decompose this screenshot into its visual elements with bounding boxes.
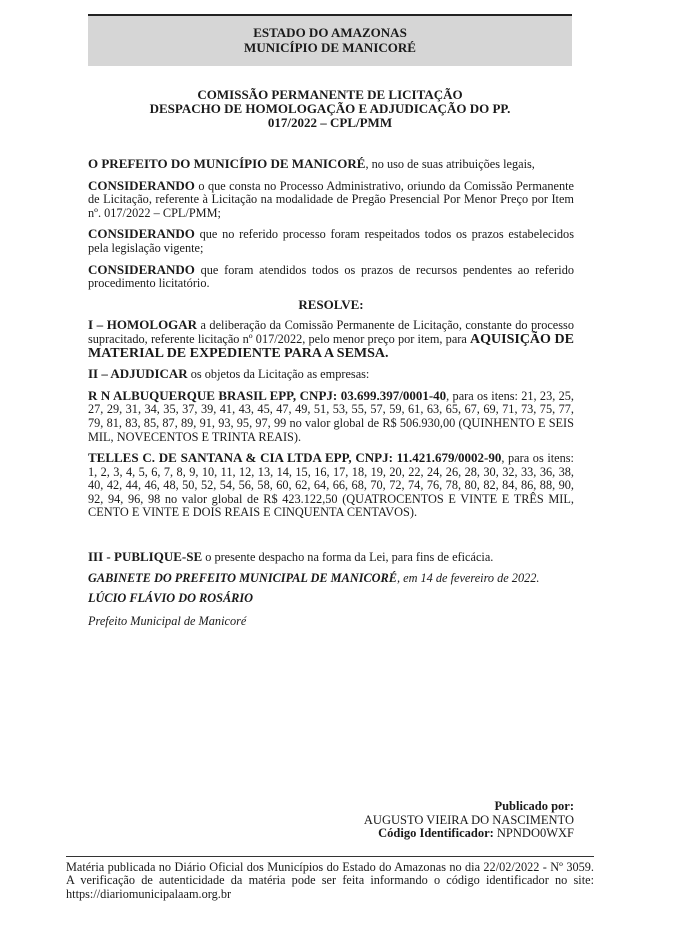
header-state: ESTADO DO AMAZONAS	[253, 25, 407, 40]
signature-name: LÚCIO FLÁVIO DO ROSÁRIO	[88, 591, 254, 606]
considerando-bold: CONSIDERANDO	[88, 177, 195, 193]
title-line-1: COMISSÃO PERMANENTE DE LICITAÇÃO	[197, 87, 463, 102]
company-paragraph	[88, 451, 574, 520]
company-name: R N ALBUQUERQUE BRASIL EPP, CNPJ: 03.699.397/0001-40	[88, 387, 447, 403]
intro-bold: O PREFEITO DO MUNICÍPIO DE MANICORÉ	[88, 156, 366, 171]
considerando-paragraph	[88, 263, 574, 291]
document-body	[88, 157, 574, 635]
code-value: NPNDO0WXF	[496, 826, 574, 840]
considerando-bold: CONSIDERANDO	[88, 226, 195, 242]
considerando-paragraph	[88, 227, 574, 255]
header-municipality: MUNICÍPIO DE MANICORÉ	[244, 40, 416, 55]
footer-note: Matéria publicada no Diário Oficial dos Municípios do Estado do Amazonas no dia 22/02/2022 - Nº 3059. A verificação de autenticidade da matéria pode ser feita informando o código identificador no site: https://diariomunicipalaam.org.br	[66, 860, 594, 901]
item-adjudicar-text: os objetos da Licitação as empresas:	[187, 367, 370, 382]
item-adjudicar-bold: II – ADJUDICAR	[88, 366, 188, 382]
item-homologar-text: a deliberação da Comissão Permanente de Licitação, constante do processo supracitado, referente licitação nº 017/2022, pelo menor preço por item, para	[88, 318, 574, 346]
considerando-text: que foram atendidos todos os prazos de recursos pendentes ao referido procedimento licitatório.	[88, 262, 574, 291]
code-label: Código Identificador:	[378, 826, 494, 840]
company-name: TELLES C. DE SANTANA & CIA LTDA EPP, CNPJ: 11.421.679/0002-90	[88, 450, 502, 466]
footer-divider	[66, 856, 594, 857]
title-line-3: 017/2022 – CPL/PMM	[267, 115, 393, 130]
gabinete-paragraph	[88, 572, 574, 586]
published-by-label: Publicado por:	[494, 799, 574, 813]
intro-text: , no uso de suas atribuições legais,	[365, 157, 535, 171]
gabinete-text: , em 14 de fevereiro de 2022.	[396, 570, 540, 585]
item-publique-bold: III - PUBLIQUE-SE	[88, 549, 203, 565]
publisher-name: AUGUSTO VIEIRA DO NASCIMENTO	[363, 812, 574, 827]
intro-paragraph	[88, 157, 574, 172]
considerando-paragraph	[88, 179, 574, 221]
item-homologar-bold: I – HOMOLOGAR	[88, 317, 198, 333]
item-publique	[88, 550, 574, 565]
signature-role: Prefeito Municipal de Manicoré	[88, 613, 247, 628]
item-adjudicar	[88, 367, 574, 382]
gabinete-bold: GABINETE DO PREFEITO MUNICIPAL DE MANICORÉ	[88, 570, 397, 585]
item-publique-text: o presente despacho na forma da Lei, para fins de eficácia.	[202, 550, 494, 565]
resolve-heading: RESOLVE:	[298, 296, 364, 312]
item-homologar-object: AQUISIÇÃO DE MATERIAL DE EXPEDIENTE PARA A SEMSA.	[88, 331, 574, 361]
company-items: , para os itens: 1, 2, 3, 4, 5, 6, 7, 8, 9, 10, 11, 12, 13, 14, 15, 16, 17, 18, 19, 20, 22, 24, 26, 28, 30, 32, 33, 36, 38, 40, 42, 44, 46, 48, 50, 52, 54, 56, 58, 60, 62, 64, 66, 68, 70, 72, 74, 76, 78, 80, 82, 84, 86, 88, 90, 92, 94, 96, 98 no valor global de R$ 423.122,50 (QUATROCENTOS E VINTE E TRÊS MIL, CENTO E VINTE E DOIS REAIS E CINQUENTA CENTAVOS).	[88, 451, 574, 520]
considerando-text: que no referido processo foram respeitados todos os prazos estabelecidos pela legislação vigente;	[88, 227, 574, 255]
considerando-text: o que consta no Processo Administrativo, oriundo da Comissão Permanente de Licitação, referente à Licitação na modalidade de Pregão Presencial Por Menor Preço por Item nº. 017/2022 – CPL/PMM;	[88, 178, 574, 220]
document-title	[88, 88, 572, 130]
considerando-bold: CONSIDERANDO	[88, 261, 195, 277]
company-items: , para os itens: 21, 23, 25, 27, 29, 31, 34, 35, 37, 39, 41, 43, 45, 47, 49, 51, 53, 55, 57, 59, 61, 63, 65, 67, 69, 71, 73, 75, 77, 79, 81, 83, 85, 87, 89, 91, 93, 95, 97, 99 no valor global de R$ 506.930,00 (QUINHENTO E SEIS MIL, NOVECENTOS E TRINTA REAIS).	[88, 388, 574, 444]
item-homologar	[88, 318, 574, 360]
publication-info	[300, 800, 574, 841]
document-header	[88, 14, 572, 66]
company-paragraph	[88, 389, 574, 444]
title-line-2: DESPACHO DE HOMOLOGAÇÃO E ADJUDICAÇÃO DO PP.	[149, 101, 511, 116]
